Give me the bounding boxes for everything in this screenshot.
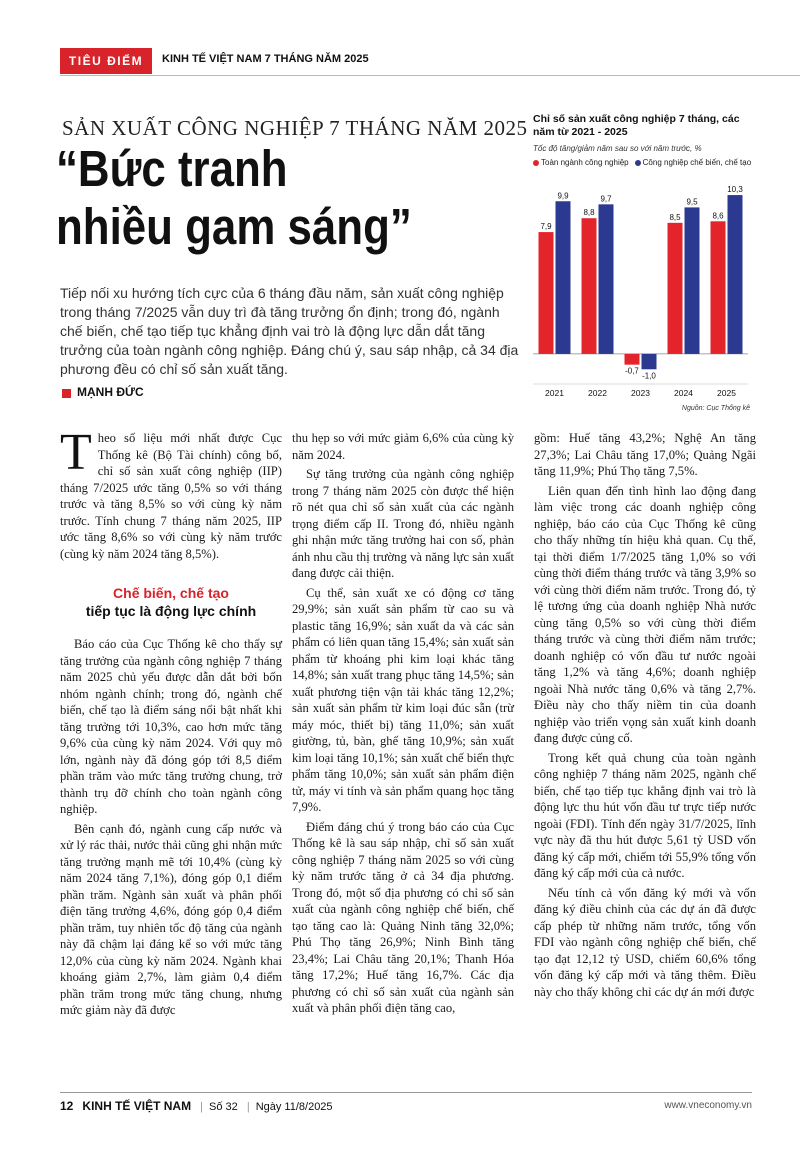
footer-info: 12 KINH TẾ VIỆT NAM | Số 32 | Ngày 11/8/2025 bbox=[60, 1099, 333, 1113]
chart-legend bbox=[533, 158, 751, 167]
section-badge: TIÊU ĐIỂM bbox=[60, 48, 152, 74]
body-paragraph: Trong kết quả chung của toàn ngành công nghiệp 7 tháng năm 2025, ngành chế biến, chế tạo tiếp tục khẳng định vai trò là động lực thu hút vốn đầu tư trực tiếp nước ngoài (FDI). Tính đến ngày 31/7/2025, lĩnh vực này đã thu hút được 5,61 tỷ USD vốn đăng ký cấp mới, chiếm tới 55,9% tổng vốn đăng ký cấp mới của cả nước. bbox=[534, 750, 756, 880]
body-paragraph: Sự tăng trưởng của ngành công nghiệp trong 7 tháng năm 2025 còn được thể hiện rõ nét qua chỉ số sản xuất của các ngành trọng điểm cấp II. Trong đó, nhiều ngành ghi nhận mức tăng trưởng hai con số, phản ánh nhu cầu thị trường và năng lực sản xuất đang được cải thiện. bbox=[292, 467, 514, 580]
section-subhead bbox=[60, 584, 282, 620]
bar-2-2024 bbox=[685, 207, 700, 353]
data-label: 8,6 bbox=[712, 211, 724, 221]
data-label: 7,9 bbox=[540, 222, 552, 232]
x-tick-label: 2022 bbox=[588, 388, 607, 398]
data-label: 8,5 bbox=[669, 212, 681, 222]
magazine-name: KINH TẾ VIỆT NAM bbox=[82, 1099, 192, 1113]
x-tick-label: 2021 bbox=[545, 388, 564, 398]
headline-line-1: “Bức tranh bbox=[56, 140, 288, 197]
subhead-line-1: Chế biến, chế tạo bbox=[113, 585, 229, 601]
body-column-1 bbox=[60, 424, 282, 1022]
chart-source: Nguồn: Cục Thống kê bbox=[681, 405, 750, 412]
bar-2-2022 bbox=[599, 204, 614, 354]
data-label: 8,8 bbox=[583, 208, 595, 218]
article-lead: Tiếp nối xu hướng tích cực của 6 tháng đầu năm, sản xuất công nghiệp trong tháng 7/2025 vẫn duy trì đà tăng trưởng ổn định; trong đó, ngành chế biến, chế tạo tiếp tục khẳng định vai trò là động lực dẫn dắt tăng trưởng của toàn ngành công nghiệp. Đáng chú ý, sau sáp nhập, cả 34 địa phương đều có chỉ số sản xuất tăng. bbox=[60, 285, 519, 377]
website-link[interactable]: www.vneconomy.vn bbox=[664, 1100, 752, 1111]
article-kicker: SẢN XUẤT CÔNG NGHIỆP 7 THÁNG NĂM 2025 bbox=[62, 116, 528, 140]
bar-1-2022 bbox=[582, 218, 597, 354]
issue-date: Ngày 11/8/2025 bbox=[255, 1101, 333, 1113]
data-label: 9,5 bbox=[686, 197, 698, 207]
body-paragraph: Cụ thể, sản xuất xe có động cơ tăng 29,9%; sản xuất sản phẩm từ cao su và plastic tăng 16,9%; sản xuất da và các sản phẩm có liên quan tăng 15,4%; sản xuất sản phẩm từ khoáng phi kim loại khác tăng 14,8%; sản xuất trang phục tăng 14,5%; sản xuất phương tiện vận tải khác tăng 12,2%; sản xuất sản phẩm từ kim loại đúc sẵn (trừ máy móc, thiết bị) tăng 11,0%; sản xuất giường, tủ, bàn, ghế tăng 10,9%; sản xuất kim loại tăng 10,1%; sản xuất chế biến thực phẩm tăng 10,0%; sản xuất sản phẩm điện tử, máy vi tính và sản phẩm quang học tăng 7,9%. bbox=[292, 585, 514, 814]
x-tick-label: 2025 bbox=[717, 388, 736, 398]
legend-item-series-2: Công nghiệp chế biến, chế tạo bbox=[635, 158, 752, 167]
data-label: -1,0 bbox=[642, 371, 656, 381]
body-column-3 bbox=[534, 430, 756, 1003]
footer-divider bbox=[60, 1092, 752, 1093]
body-paragraph: Liên quan đến tình hình lao động đang làm việc trong các doanh nghiệp công nghiệp, báo cáo của Cục Thống kê cũng cho thấy những tín hiệu khả quan. Cụ thể, tại thời điểm 1/7/2025 tăng 1,0% so với cùng thời điểm tháng trước và tăng 3,9% so với cùng thời điểm năm trước. Trong đó, tỷ lệ tương ứng của doanh nghiệp Nhà nước cùng tăng 0,5% so với cùng thời điểm tháng trước và cùng thời điểm năm trước; doanh nghiệp có vốn đầu tư nước ngoài tăng 1,2% và tăng 4,6%; doanh nghiệp ngoài Nhà nước tăng 0,6% và tăng 2,7%. Điều này cho thấy niềm tin của doanh nghiệp vào triển vọng sản xuất kinh doanh đang được củng cố. bbox=[534, 483, 756, 745]
article-author: MẠNH ĐỨC bbox=[77, 385, 144, 399]
body-paragraph: Nếu tính cả vốn đăng ký mới và vốn đăng ký điều chỉnh của các dự án đã được cấp phép từ những năm trước, tổng vốn FDI vào ngành công nghiệp chế biến, chế tạo đạt 12,12 tỷ USD, chiếm 60,6% tổng vốn đăng ký cấp mới và tăng thêm. Điều này cho thấy không chỉ các dự án mới được bbox=[534, 885, 756, 999]
legend-item-series-1: Toàn ngành công nghiệp bbox=[533, 158, 629, 167]
body-paragraph: Điểm đáng chú ý trong báo cáo của Cục Thống kê là sau sáp nhập, chỉ số sản xuất công nghiệp 7 tháng năm 2025 so với cùng kỳ năm trước tăng ở cả 34 địa phương. Trong đó, một số địa phương có chỉ số sản xuất của ngành công nghiệp chế biến, chế tạo tăng cao là: Quảng Ninh tăng 32,0%; Phú Thọ tăng 26,9%; Ninh Bình tăng 23,4%; Lai Châu tăng 20,1%; Thanh Hóa tăng 17,2%; Huế tăng 16,7%. Các địa phương có chỉ số sản xuất của ngành sản xuất và phân phối điện tăng cao, bbox=[292, 819, 514, 1015]
body-paragraph: Bên cạnh đó, ngành cung cấp nước và xử lý rác thải, nước thải cũng ghi nhận mức tăng trưởng mạnh mẽ tới 10,4% (cùng kỳ năm 2024 tăng 7,1%), đóng góp 0,1 điểm phần trăm. Ngành sản xuất và phân phối điện tăng trưởng 4,6%, đóng góp 0,4 điểm phần trăm, tuy nhiên tốc độ tăng của ngành này đã chậm lại đáng kể so với mức tăng 12,0% của cùng kỳ năm 2024. Ngành khai khoáng giảm 2,7%, làm giảm 0,4 điểm phần trăm trong mức tăng chung, nhưng mức giảm này đã được bbox=[60, 821, 282, 1017]
bar-1-2023 bbox=[625, 354, 640, 365]
data-label: 9,7 bbox=[600, 194, 612, 204]
data-label: 9,9 bbox=[557, 191, 569, 201]
data-label: 10,3 bbox=[727, 185, 743, 195]
header-divider bbox=[60, 75, 800, 76]
x-tick-label: 2024 bbox=[674, 388, 693, 398]
headline-line-2: nhiều gam sáng” bbox=[56, 198, 412, 255]
body-column-2 bbox=[292, 430, 514, 1020]
legend-swatch-icon bbox=[635, 160, 641, 166]
bar-2-2021 bbox=[556, 201, 571, 354]
bar-2-2025 bbox=[728, 195, 743, 354]
body-paragraph: Báo cáo của Cục Thống kê cho thấy sự tăng trưởng của ngành công nghiệp 7 tháng năm 2025 chủ yếu được dẫn dắt bởi bốn nhóm ngành chính; trong đó, ngành chế biến, chế tạo là điểm sáng nổi bật nhất khi tăng trưởng tới 10,3%, cao hơn mức tăng 9,6% của cùng kỳ năm 2024. Với quy mô lớn, ngành này đã đóng góp tới 8,5 điểm phần trăm vào mức tăng trưởng chung, trở thành trụ đỡ chính cho toàn ngành công nghiệp. bbox=[60, 637, 282, 816]
bar-1-2025 bbox=[711, 221, 726, 354]
drop-cap: T bbox=[60, 424, 92, 481]
body-paragraph: Theo số liệu mới nhất được Cục Thống kê (Bộ Tài chính) công bố, chỉ số sản xuất công nghiệp (IIP) tháng 7/2025 ước tăng 0,5% so với tháng trước và tăng 8,5% so với cùng kỳ năm trước. Tính chung 7 tháng năm 2025, IIP ước tăng 8,6% so với cùng kỳ năm trước (cùng kỳ năm 2024 tăng 8,5%). bbox=[60, 424, 282, 561]
chart-unit: Tốc độ tăng/giảm năm sau so với năm trước, % bbox=[533, 144, 702, 153]
article-headline bbox=[56, 140, 460, 256]
series-title: KINH TẾ VIỆT NAM 7 THÁNG NĂM 2025 bbox=[162, 53, 369, 65]
chart-title: Chỉ số sản xuất công nghiệp 7 tháng, các năm từ 2021 - 2025 bbox=[533, 113, 740, 138]
page-number: 12 bbox=[60, 1099, 74, 1113]
body-paragraph: thu hẹp so với mức giảm 6,6% của cùng kỳ năm 2024. bbox=[292, 431, 514, 462]
bar-chart bbox=[528, 172, 758, 402]
legend-swatch-icon bbox=[533, 160, 539, 166]
x-tick-label: 2023 bbox=[631, 388, 650, 398]
bar-1-2024 bbox=[668, 223, 683, 354]
bar-2-2023 bbox=[642, 354, 657, 369]
body-paragraph: gồm: Huế tăng 43,2%; Nghệ An tăng 27,3%; Lai Châu tăng 17,0%; Quảng Ngãi tăng 11,9%; Phú Thọ tăng 7,5%. bbox=[534, 431, 756, 478]
bar-1-2021 bbox=[539, 232, 554, 354]
issue-number: Số 32 bbox=[209, 1101, 238, 1113]
author-icon bbox=[62, 389, 71, 398]
data-label: -0,7 bbox=[625, 366, 639, 376]
subhead-line-2: tiếp tục là động lực chính bbox=[85, 603, 257, 619]
